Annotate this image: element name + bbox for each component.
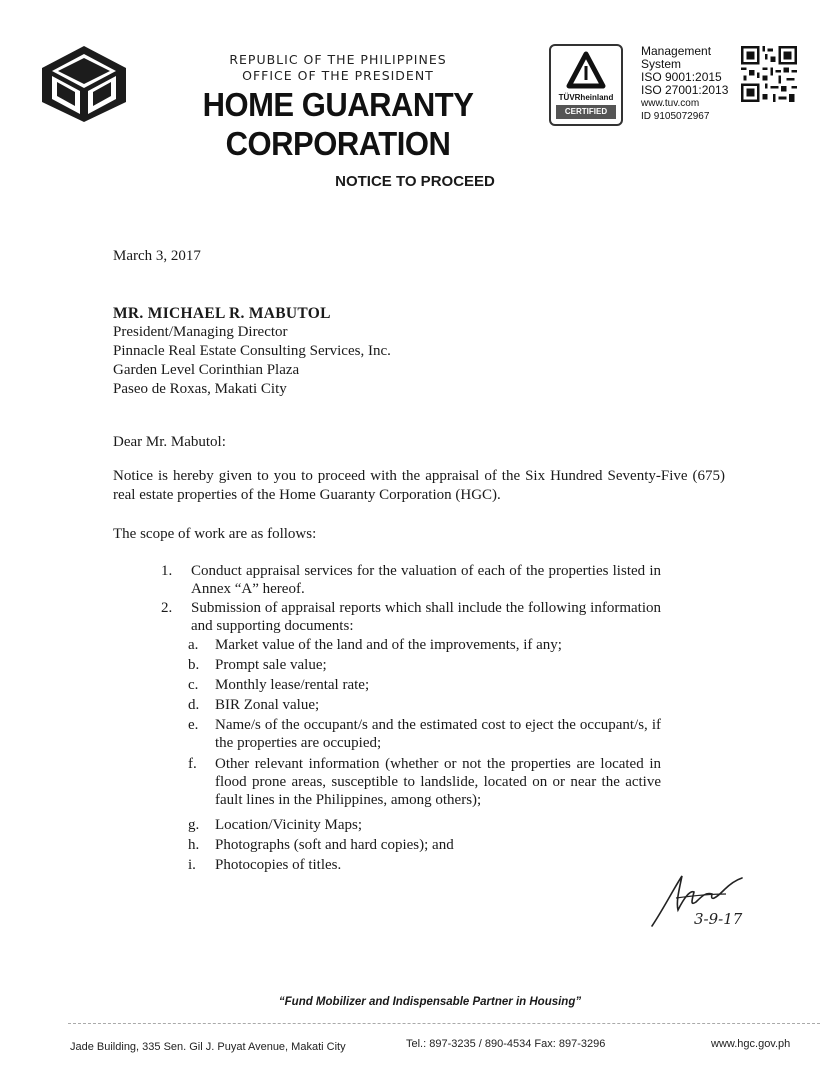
recipient-address-line2: Paseo de Roxas, Makati City [113,381,287,397]
recipient-block [113,304,391,399]
list-text: Submission of appraisal reports which shall include the following information and supporting documents: [191,600,661,634]
republic-line: REPUBLIC OF THE PHILIPPINES [229,52,447,67]
list-marker: 2. [161,600,173,616]
cert-website: www.tuv.com [641,98,700,109]
list-marker: 1. [161,563,173,579]
sub-list-marker: b. [188,657,200,673]
office-line: OFFICE OF THE PRESIDENT [242,68,434,83]
sub-list-text: BIR Zonal value; [215,697,320,713]
handwritten-signature [646,868,756,930]
sub-list-marker: a. [188,637,199,653]
tuv-certification-badge [549,44,623,126]
sub-list-text: Prompt sale value; [215,657,327,673]
cert-line-system: System [641,57,682,71]
scope-intro: The scope of work are as follows: [113,526,317,542]
cert-line-iso9001: ISO 9001:2015 [641,70,722,84]
footer-website: www.hgc.gov.ph [711,1038,791,1050]
footer-phone: Tel.: 897-3235 / 890-4534 Fax: 897-3296 [406,1038,606,1050]
recipient-name: MR. MICHAEL R. MABUTOL [113,305,331,322]
sub-list-marker: e. [188,717,199,733]
sub-list-marker: h. [188,837,200,853]
sub-list-marker: g. [188,817,200,833]
tuv-brand-label: TÜVRheinland [558,93,614,102]
sub-list-marker: i. [188,857,196,873]
salutation: Dear Mr. Mabutol: [113,434,226,450]
sub-list-marker: f. [188,756,197,772]
qr-code-icon [741,46,797,102]
tuv-triangle-icon [551,48,621,94]
recipient-address-line1: Garden Level Corinthian Plaza [113,362,300,378]
sub-list-text: Market value of the land and of the improvements, if any; [215,637,562,653]
sub-list-text: Photocopies of titles. [215,857,342,873]
list-text: Conduct appraisal services for the valuation of each of the properties listed in Annex “A” hereof. [191,563,661,597]
sub-list-text: Location/Vicinity Maps; [215,817,362,833]
sub-list-marker: d. [188,697,200,713]
cert-id: ID 9105072967 [641,111,710,122]
sub-list-text: Photographs (soft and hard copies); and [215,837,454,853]
agency-header [134,52,542,163]
footer-divider [68,1023,820,1024]
recipient-company: Pinnacle Real Estate Consulting Services, Inc. [113,343,391,359]
document-title: NOTICE TO PROCEED [335,173,495,190]
agency-name: HOME GUARANTY CORPORATION [202,86,474,163]
certified-label: CERTIFIED [556,105,616,119]
hgc-logo-icon [40,44,128,124]
footer-address: Jade Building, 335 Sen. Gil J. Puyat Avenue, Makati City [70,1041,346,1053]
signature-date: 3-9-17 [694,910,743,928]
cert-line-management: Management [641,44,712,58]
cert-line-iso27001: ISO 27001:2013 [641,83,729,97]
notice-paragraph: Notice is hereby given to you to proceed with the appraisal of the Six Hundred Seventy-Five (675) real estate properties of the Home Guaranty Corporation (HGC). [113,468,725,503]
sub-list-text: Monthly lease/rental rate; [215,677,370,693]
recipient-position: President/Managing Director [113,324,288,340]
footer-tagline: “Fund Mobilizer and Indispensable Partner in Housing” [278,996,582,1008]
sub-list-marker: c. [188,677,199,693]
sub-list-text: Name/s of the occupant/s and the estimated cost to eject the occupant/s, if the properties are occupied; [215,717,661,751]
iso-certification-text [641,45,739,123]
sub-list-text: Other relevant information (whether or not the properties are located in flood prone areas, susceptible to landslide, located on or near the active fault lines in the Philippines, among others); [215,756,661,808]
letter-date: March 3, 2017 [113,248,201,264]
